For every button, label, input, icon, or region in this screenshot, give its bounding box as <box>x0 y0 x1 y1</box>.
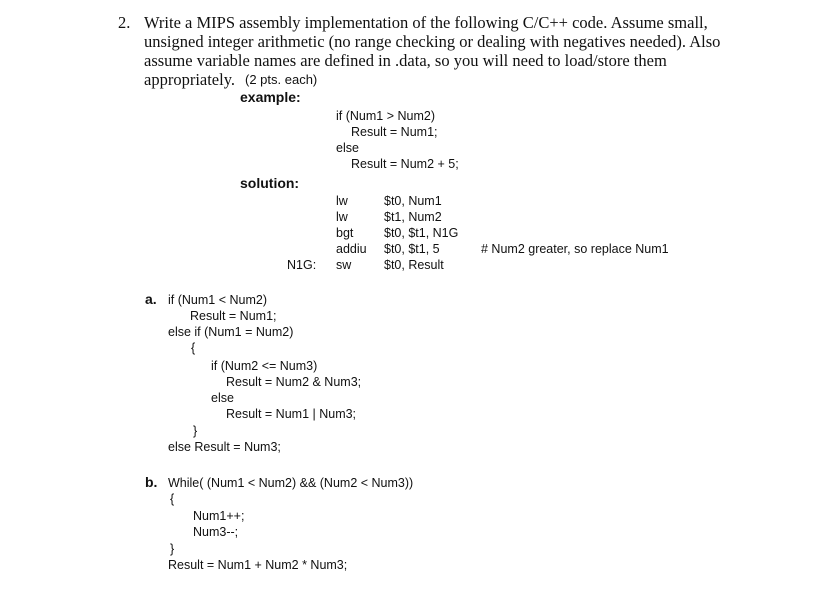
example-code-line: Result = Num2 + 5; <box>351 157 459 171</box>
part-b-code-line: } <box>170 542 175 556</box>
solution-operands: $t0, Result <box>384 258 444 272</box>
solution-operands: $t0, $t1, N1G <box>384 226 459 240</box>
question-number: 2. <box>118 13 131 32</box>
example-code-line: Result = Num1; <box>351 125 438 139</box>
solution-opcode: lw <box>336 194 348 208</box>
solution-opcode: bgt <box>336 226 354 240</box>
part-a-code-line: if (Num1 < Num2) <box>168 293 267 307</box>
part-a-code-line: Result = Num2 & Num3; <box>226 375 362 389</box>
part-b-code-line: Num1++; <box>193 509 245 523</box>
example-code-line: if (Num1 > Num2) <box>336 109 435 123</box>
question-points: (2 pts. each) <box>245 72 318 87</box>
question-line-3: assume variable names are defined in .data, so you will need to load/store them <box>144 51 667 70</box>
part-a-code-line: else <box>211 391 234 405</box>
part-a-code-line: Result = Num1 | Num3; <box>226 407 357 421</box>
part-a-code-line: else if (Num1 = Num2) <box>168 325 294 339</box>
part-a-code-line: } <box>193 424 198 438</box>
question-line-1: Write a MIPS assembly implementation of the following C/C++ code. Assume small, <box>144 13 708 32</box>
part-a-code-line: { <box>191 341 196 355</box>
part-b-code-line: Num3--; <box>193 525 239 539</box>
question-line-4: appropriately. <box>144 70 236 89</box>
solution-opcode: sw <box>336 258 352 272</box>
solution-operands: $t0, $t1, 5 <box>384 242 440 256</box>
part-b-code-line: While( (Num1 < Num2) && (Num2 < Num3)) <box>168 476 414 490</box>
part-a-code-line: if (Num2 <= Num3) <box>211 359 318 373</box>
solution-comment: # Num2 greater, so replace Num1 <box>481 242 669 256</box>
part-b-code-line: Result = Num1 + Num2 * Num3; <box>168 558 348 572</box>
part-a-code-line: else Result = Num3; <box>168 440 281 454</box>
solution-operands: $t1, Num2 <box>384 210 442 224</box>
part-a-label: a. <box>145 291 157 307</box>
example-code-line: else <box>336 141 359 155</box>
part-b-code-line: { <box>170 492 175 506</box>
part-b-label: b. <box>145 474 158 490</box>
question-line-2: unsigned integer arithmetic (no range checking or dealing with negatives needed). Also <box>144 32 721 51</box>
solution-label: solution: <box>240 175 300 191</box>
solution-branch-label: N1G: <box>287 258 317 272</box>
example-label: example: <box>240 89 301 105</box>
solution-opcode: lw <box>336 210 348 224</box>
part-a-code-line: Result = Num1; <box>190 309 277 323</box>
solution-opcode: addiu <box>336 242 367 256</box>
solution-operands: $t0, Num1 <box>384 194 442 208</box>
